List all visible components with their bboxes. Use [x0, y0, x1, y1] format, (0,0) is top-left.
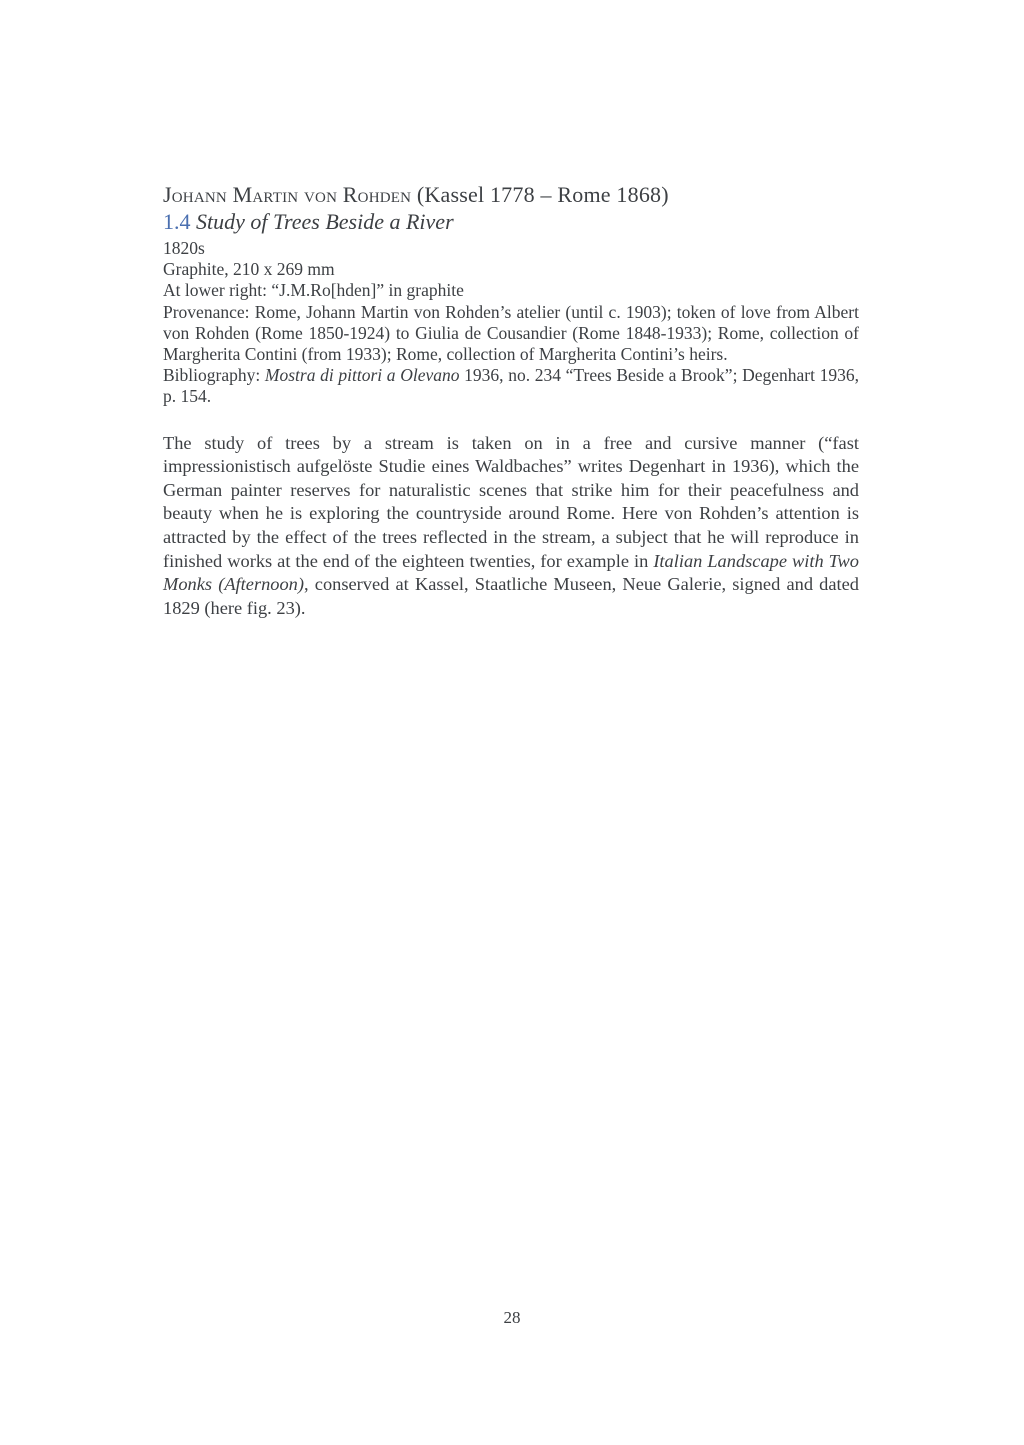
artist-heading	[163, 181, 859, 208]
commentary-part2: , conserved at Kassel, Staatliche Museen, Neue Galerie, signed and dated 1829 (here fig. 23).	[163, 574, 860, 618]
catalog-entry	[163, 181, 859, 620]
catalog-number: 1.4	[163, 209, 191, 234]
work-date: 1820s	[163, 238, 205, 258]
page-number: 28	[503, 1308, 521, 1327]
work-inscription: At lower right: “J.M.Ro[hden]” in graphite	[163, 280, 464, 301]
artist-name: Johann Martin von Rohden	[163, 182, 412, 207]
commentary-part1: The study of trees by a stream is taken on in a free and cursive manner (“fast impressionistisch aufgelöste Studie eines Waldbaches” writes Degenhart in 1936), which the German painter reserves for naturalistic scenes that strike him for their peacefulness and beauty when he is exploring the countryside around Rome. Here von Rohden’s attention is attracted by the effect of the trees reflected in the stream, a subject that he will reproduce in finished works at the end of the eighteen twenties, for example in	[163, 432, 859, 571]
bibliography-rest: 1936, no. 234 “Trees Beside a Brook”; Degenhart 1936, p. 154.	[163, 365, 860, 407]
artist-dates: (Kassel 1778 – Rome 1868)	[411, 182, 669, 207]
work-title: Study of Trees Beside a River	[190, 209, 454, 234]
bibliography	[163, 365, 859, 407]
bibliography-label: Bibliography:	[163, 365, 265, 386]
work-title-line	[163, 208, 859, 235]
work-medium: Graphite, 210 x 269 mm	[163, 259, 335, 280]
provenance: Provenance: Rome, Johann Martin von Rohden’s atelier (until c. 1903); token of love from Albert von Rohden (Rome 1850-1924) to Giulia de Cousandier (Rome 1848-1933); Rome, collection of Margherita Contini (from 1933); Rome, collection of Margherita Contini’s heirs.	[163, 301, 859, 365]
commentary-italic-title: Italian Landscape with Two Monks (Afternoon)	[163, 550, 859, 595]
commentary-paragraph	[163, 432, 859, 621]
work-metadata	[163, 238, 859, 408]
bibliography-italic-title: Mostra di pittori a Olevano	[264, 365, 460, 386]
